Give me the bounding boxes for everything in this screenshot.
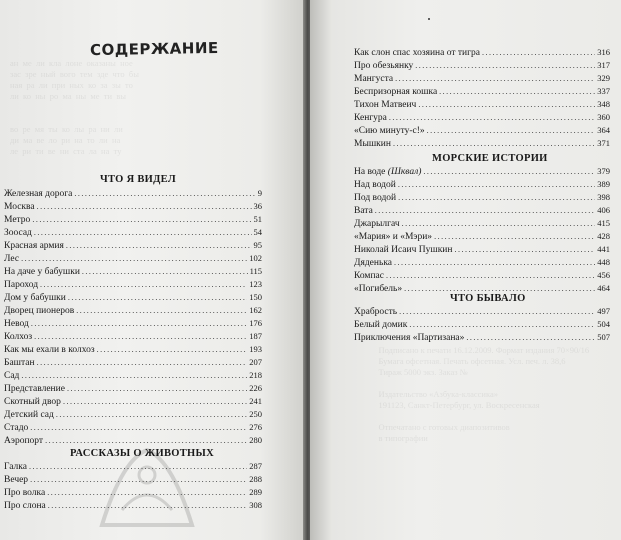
toc-leader-dots	[375, 204, 595, 217]
toc-entry-title: На даче у бабушки	[4, 267, 80, 277]
right-page: Как слон спас хозяина от тигра ..... 316 Про обезьянку ..... 317 Мангуста ..... 329 Беспризорная кошка ..... 337 Тихон Матвеич ..... 348 Кенгура ..... 360 «Сию минуту-с!» ..... 364 Мышкин ..... 371 МОРСКИЕ ИСТОРИИ На воде (Шквал) ..... 379 Над водой ..... 389 Под водой ..... 398 Вата ..... 406 Джарылгач ..... 415 «Мария» и «Мэри» ..... 428 Николай Исаич Пушкин ..... 441 Дяденька ..... 448 Компас ..... 456 «Погибель» ..... 464 ЧТО БЫВАЛО Храбрость ..... 497 Белый домик ..... 504 Приключения «Партизана» ..... 507 Подписано к печати 16.12.2009. Формат издания 70×90/16 Бумага офсетная. Печать офсетная. Усл. печ. л. 38,6 Тираж 5000 экз. Заказ № Издательство «Азбука-классика» 191123, Санкт-Петербург, ул. Воскресенская Отпечатано с готовых диапозитивов в типографии	[310, 0, 621, 540]
toc-entry	[4, 265, 262, 278]
toc-leader-dots	[398, 178, 595, 191]
toc-entry	[4, 200, 262, 213]
toc-entry-page: 317	[597, 60, 610, 70]
toc-entry-page: 102	[249, 253, 262, 263]
toc-entry-page: 176	[249, 318, 262, 328]
toc-entry-title: Дом у бабушки	[4, 293, 66, 303]
toc-entry	[4, 317, 262, 330]
toc-entry-title: Красная армия	[4, 241, 64, 251]
toc-entry-page: 348	[597, 99, 610, 109]
toc-entry	[354, 305, 610, 318]
toc-entry-page: 389	[597, 179, 610, 189]
toc-entry-title: Сад	[4, 371, 20, 381]
toc-entry-title: Невод	[4, 319, 29, 329]
toc-entry	[4, 460, 262, 473]
toc-entry-title: Москва	[4, 202, 35, 212]
toc-entry-page: 276	[249, 422, 262, 432]
toc-entry	[354, 269, 610, 282]
toc-entry-title: Беспризорная кошка	[354, 87, 438, 97]
toc-entry-title: Представление	[4, 384, 65, 394]
toc-entry-title: Лес	[4, 254, 20, 264]
toc-entry-title: «Мария» и «Мэри»	[354, 232, 433, 242]
toc-entry-title: Метро	[4, 215, 31, 225]
toc-leader-dots	[34, 330, 247, 343]
toc-entry	[354, 204, 610, 217]
toc-entry-title: Тихон Матвеич	[354, 100, 417, 110]
toc-entry	[4, 473, 262, 486]
toc-entry	[354, 191, 610, 204]
toc-entry-title: Вечер	[4, 475, 29, 485]
toc-entry-title: Про обезьянку	[354, 61, 414, 71]
toc-entry-title: Белый домик	[354, 320, 408, 330]
toc-entry-page: 364	[597, 125, 610, 135]
speck	[428, 18, 430, 20]
toc-entry-page: 337	[597, 86, 610, 96]
toc-leader-dots	[395, 72, 595, 85]
toc-entry-page: 504	[597, 319, 610, 329]
toc-entry-title: Храбрость	[354, 307, 398, 317]
toc-entry-page: 441	[597, 244, 610, 254]
toc-entry-title: Дворец пионеров	[4, 306, 75, 316]
toc-entry	[4, 278, 262, 291]
toc-entry-page: 289	[249, 487, 262, 497]
toc-entry-title: Зоосад	[4, 228, 32, 238]
toc-entry	[4, 239, 262, 252]
left-page: ан ме ли кла лоне оказаны ное зас зре ный вого тем зде что бы ная ра ли при ных ко за зы то ли ко ны ро ма ны ме ти вы во ре мя ты ко лы ра ни ли ди ма ве ло ри на то ли на ле ри ти ве ни ста ла на ту СОДЕРЖАНИЕ ЧТО Я ВИДЕЛ Железная дорога ..... 9 Москва ..... 36 Метро ..... 51 Зоосад ..... 54 Красная армия ..... 95 Лес ..... 102 На даче у бабушки ..... 115 Пароход ..... 123 Дом у бабушки ..... 150 Дворец пионеров ..... 162 Невод ..... 176 Колхоз ..... 187 Как мы ехали в колхоз ..... 193 Баштан ..... 207 Сад ..... 218 Представление ..... 226 Скотный двор ..... 241 Детский сад ..... 250 Стадо ..... 276 Аэропорт ..... 280 РАССКАЗЫ О ЖИВОТНЫХ Галка ..... 287 Вечер ..... 288 Про волка ..... 289 Про слона ..... 308	[0, 0, 306, 540]
toc-entry-page: 226	[249, 383, 262, 393]
toc-leader-dots	[389, 111, 595, 124]
toc-leader-dots	[40, 278, 247, 291]
toc-entry	[354, 124, 610, 137]
toc-entry-page: 406	[597, 205, 610, 215]
toc-entry-page: 115	[249, 266, 262, 276]
toc-entry-page: 329	[597, 73, 610, 83]
toc-entry-page: 464	[597, 283, 610, 293]
toc-entry	[354, 178, 610, 191]
toc-leader-dots	[482, 46, 595, 59]
toc-entry	[354, 46, 610, 59]
toc-entry-page: 54	[253, 227, 262, 237]
toc-list-was	[354, 305, 610, 344]
toc-entry-title: На воде (Шквал)	[354, 167, 422, 177]
toc-entry-page: 288	[249, 474, 262, 484]
toc-entry	[354, 111, 610, 124]
toc-entry-page: 218	[249, 370, 262, 380]
section-title-animals: РАССКАЗЫ О ЖИВОТНЫХ	[70, 448, 214, 459]
toc-entry-title: Дяденька	[354, 258, 393, 268]
toc-entry-page: 150	[249, 292, 262, 302]
toc-list-animals-right	[354, 46, 610, 150]
toc-entry-title: Баштан	[4, 358, 35, 368]
toc-leader-dots	[37, 200, 252, 213]
toc-leader-dots	[21, 252, 247, 265]
toc-entry-title: Про слона	[4, 501, 46, 511]
toc-entry	[4, 369, 262, 382]
toc-leader-dots	[398, 191, 595, 204]
page-title: СОДЕРЖАНИЕ	[89, 38, 219, 60]
toc-entry	[4, 395, 262, 408]
toc-entry-title: Скотный двор	[4, 397, 61, 407]
toc-leader-dots	[427, 124, 596, 137]
toc-entry-page: 162	[249, 305, 262, 315]
toc-leader-dots	[48, 499, 248, 512]
toc-entry-page: 36	[253, 201, 262, 211]
toc-entry-page: 51	[253, 214, 262, 224]
toc-list-animals-left	[4, 460, 262, 512]
toc-leader-dots	[466, 331, 595, 344]
toc-leader-dots	[21, 369, 247, 382]
toc-leader-dots	[418, 98, 595, 111]
toc-entry	[354, 72, 610, 85]
toc-entry	[354, 217, 610, 230]
toc-entry	[354, 243, 610, 256]
toc-entry-page: 187	[249, 331, 262, 341]
toc-leader-dots	[56, 408, 247, 421]
toc-entry	[4, 421, 262, 434]
toc-leader-dots	[434, 230, 595, 243]
toc-leader-dots	[386, 269, 595, 282]
toc-entry-title: Аэропорт	[4, 436, 44, 446]
toc-leader-dots	[402, 217, 596, 230]
toc-leader-dots	[68, 291, 247, 304]
toc-entry	[354, 318, 610, 331]
toc-entry-page: 398	[597, 192, 610, 202]
toc-leader-dots	[74, 187, 255, 200]
toc-entry-title: «Погибель»	[354, 284, 403, 294]
toc-entry	[4, 252, 262, 265]
toc-leader-dots	[34, 226, 252, 239]
toc-entry-title: Над водой	[354, 180, 396, 190]
toc-entry	[4, 330, 262, 343]
toc-entry-page: 95	[253, 240, 262, 250]
toc-entry-title: Николай Исаич Пушкин	[354, 245, 453, 255]
toc-leader-dots	[399, 305, 595, 318]
toc-leader-dots	[393, 137, 595, 150]
toc-leader-dots	[30, 421, 247, 434]
toc-entry-page: 316	[597, 47, 610, 57]
toc-entry-page: 448	[597, 257, 610, 267]
toc-entry	[354, 256, 610, 269]
toc-entry-title: Железная дорога	[4, 189, 73, 199]
toc-entry	[4, 291, 262, 304]
toc-entry-page: 428	[597, 231, 610, 241]
toc-entry-title: «Сию минуту-с!»	[354, 126, 425, 136]
toc-entry-title: Мышкин	[354, 139, 391, 149]
toc-entry-page: 360	[597, 112, 610, 122]
toc-entry-title: Компас	[354, 271, 384, 281]
toc-entry	[4, 499, 262, 512]
toc-entry	[354, 230, 610, 243]
toc-leader-dots	[454, 243, 595, 256]
toc-leader-dots	[37, 356, 248, 369]
toc-entry-page: 415	[597, 218, 610, 228]
toc-leader-dots	[409, 318, 595, 331]
toc-leader-dots	[47, 486, 247, 499]
toc-entry-title: Вата	[354, 206, 373, 216]
toc-leader-dots	[415, 59, 595, 72]
toc-leader-dots	[423, 165, 595, 178]
toc-entry-page: 193	[249, 344, 262, 354]
toc-leader-dots	[439, 85, 595, 98]
toc-entry	[4, 187, 262, 200]
toc-leader-dots	[82, 265, 248, 278]
toc-entry-page: 123	[249, 279, 262, 289]
toc-entry	[4, 226, 262, 239]
section-title-sea: МОРСКИЕ ИСТОРИИ	[432, 153, 548, 164]
toc-leader-dots	[67, 382, 247, 395]
toc-entry	[354, 85, 610, 98]
toc-list-seen	[4, 187, 262, 447]
toc-entry	[4, 408, 262, 421]
toc-entry-page: 250	[249, 409, 262, 419]
toc-leader-dots	[30, 473, 247, 486]
toc-entry-page: 9	[257, 188, 262, 198]
toc-entry-title: Пароход	[4, 280, 39, 290]
toc-entry	[354, 98, 610, 111]
toc-leader-dots	[63, 395, 247, 408]
toc-leader-dots	[76, 304, 247, 317]
toc-entry-title: Под водой	[354, 193, 397, 203]
toc-leader-dots	[31, 317, 247, 330]
toc-entry-title: Колхоз	[4, 332, 33, 342]
toc-entry	[354, 165, 610, 178]
toc-entry-page: 507	[597, 332, 610, 342]
toc-entry-title: Стадо	[4, 423, 29, 433]
toc-leader-dots	[66, 239, 252, 252]
toc-entry-title: Про волка	[4, 488, 46, 498]
toc-entry	[4, 356, 262, 369]
toc-entry-page: 497	[597, 306, 610, 316]
toc-leader-dots	[97, 343, 248, 356]
toc-entry-title: Мангуста	[354, 74, 394, 84]
toc-entry	[354, 137, 610, 150]
toc-entry	[4, 382, 262, 395]
toc-entry-page: 371	[597, 138, 610, 148]
toc-entry-title: Как мы ехали в колхоз	[4, 345, 95, 355]
toc-entry-page: 280	[249, 435, 262, 445]
toc-entry-title: Как слон спас хозяина от тигра	[354, 48, 480, 58]
section-title-seen: ЧТО Я ВИДЕЛ	[100, 174, 176, 185]
section-title-was: ЧТО БЫВАЛО	[450, 293, 526, 304]
toc-entry-page: 456	[597, 270, 610, 280]
toc-entry-page: 241	[249, 396, 262, 406]
toc-entry	[4, 486, 262, 499]
toc-entry	[4, 343, 262, 356]
toc-entry	[4, 213, 262, 226]
toc-leader-dots	[29, 460, 247, 473]
toc-list-sea	[354, 165, 610, 295]
toc-entry-page: 207	[249, 357, 262, 367]
toc-entry-page: 379	[597, 166, 610, 176]
toc-entry	[4, 304, 262, 317]
toc-entry-page: 287	[249, 461, 262, 471]
toc-entry-page: 308	[249, 500, 262, 510]
toc-entry-title: Кенгура	[354, 113, 387, 123]
toc-leader-dots	[32, 213, 251, 226]
toc-entry-title: Приключения «Партизана»	[354, 333, 465, 343]
toc-entry	[354, 331, 610, 344]
toc-entry-title: Галка	[4, 462, 27, 472]
toc-leader-dots	[394, 256, 595, 269]
toc-entry-title: Детский сад	[4, 410, 54, 420]
toc-entry	[354, 59, 610, 72]
toc-entry-title: Джарылгач	[354, 219, 400, 229]
